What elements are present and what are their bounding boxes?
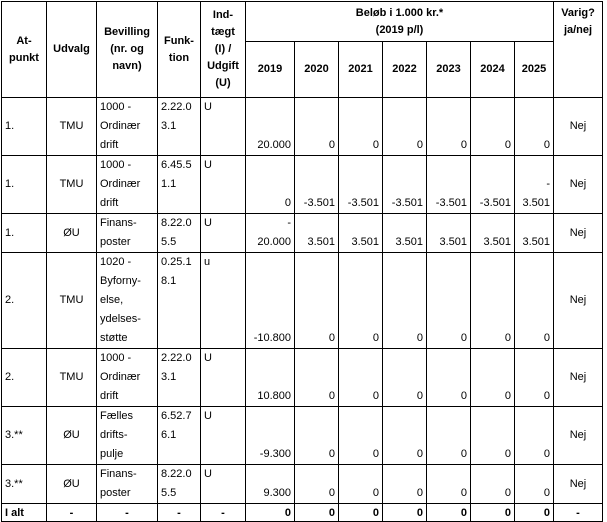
total-bevilling: - bbox=[97, 504, 158, 522]
header-udvalg: Udvalg bbox=[47, 2, 97, 98]
cell-value-2021: 0 bbox=[339, 407, 383, 465]
header-atpunkt: At- punkt bbox=[2, 2, 47, 98]
total-value-2022: 0 bbox=[383, 504, 427, 522]
cell-funktion: 8.22.0 5.5 bbox=[158, 214, 201, 253]
cell-value-2025: - 3.501 bbox=[515, 156, 554, 214]
cell-udvalg: TMU bbox=[47, 98, 97, 156]
cell-atpunkt: 1. bbox=[2, 156, 47, 214]
cell-funktion: 8.22.0 5.5 bbox=[158, 465, 201, 504]
cell-value-2019: -9.300 bbox=[246, 407, 295, 465]
total-label: I alt bbox=[2, 504, 47, 522]
cell-indtaegt: U bbox=[201, 407, 246, 465]
cell-value-2020: 0 bbox=[295, 253, 339, 349]
cell-value-2023: 0 bbox=[427, 465, 471, 504]
cell-value-2024: 3.501 bbox=[471, 214, 515, 253]
cell-value-2022: 0 bbox=[383, 98, 427, 156]
cell-value-2024: 0 bbox=[471, 465, 515, 504]
cell-funktion: 0.25.1 8.1 bbox=[158, 253, 201, 349]
table-row bbox=[2, 465, 603, 504]
cell-atpunkt: 2. bbox=[2, 349, 47, 407]
cell-value-2023: 0 bbox=[427, 349, 471, 407]
cell-value-2020: 0 bbox=[295, 465, 339, 504]
cell-bevilling: 1000 - Ordinær drift bbox=[97, 156, 158, 214]
header-year-2025: 2025 bbox=[515, 42, 554, 98]
cell-bevilling: 1000 - Ordinær drift bbox=[97, 98, 158, 156]
header-year-2020: 2020 bbox=[295, 42, 339, 98]
table-row bbox=[2, 156, 603, 214]
cell-value-2025: 0 bbox=[515, 349, 554, 407]
total-value-2021: 0 bbox=[339, 504, 383, 522]
table-row bbox=[2, 253, 603, 349]
total-funktion: - bbox=[158, 504, 201, 522]
cell-bevilling: Finans- poster bbox=[97, 465, 158, 504]
budget-table bbox=[1, 1, 603, 522]
table-body bbox=[2, 98, 603, 522]
total-varig: - bbox=[554, 504, 603, 522]
cell-value-2019: -10.800 bbox=[246, 253, 295, 349]
cell-indtaegt: U bbox=[201, 349, 246, 407]
cell-value-2024: 0 bbox=[471, 407, 515, 465]
cell-funktion: 6.45.5 1.1 bbox=[158, 156, 201, 214]
cell-indtaegt: U bbox=[201, 214, 246, 253]
table-row bbox=[2, 98, 603, 156]
cell-value-2020: -3.501 bbox=[295, 156, 339, 214]
cell-udvalg: TMU bbox=[47, 156, 97, 214]
cell-value-2021: 0 bbox=[339, 349, 383, 407]
cell-value-2020: 0 bbox=[295, 407, 339, 465]
cell-funktion: 2.22.0 3.1 bbox=[158, 349, 201, 407]
cell-value-2023: 0 bbox=[427, 253, 471, 349]
cell-value-2019: - 20.000 bbox=[246, 214, 295, 253]
cell-varig: Nej bbox=[554, 253, 603, 349]
cell-value-2025: 0 bbox=[515, 253, 554, 349]
header-beloeb: Beløb i 1.000 kr.* (2019 p/l) bbox=[246, 2, 554, 42]
cell-varig: Nej bbox=[554, 407, 603, 465]
cell-indtaegt: u bbox=[201, 253, 246, 349]
cell-bevilling: 1020 - Byforny- else, ydelses- støtte bbox=[97, 253, 158, 349]
cell-value-2021: 0 bbox=[339, 98, 383, 156]
table-row bbox=[2, 407, 603, 465]
cell-varig: Nej bbox=[554, 214, 603, 253]
cell-value-2024: -3.501 bbox=[471, 156, 515, 214]
cell-udvalg: TMU bbox=[47, 253, 97, 349]
total-value-2023: 0 bbox=[427, 504, 471, 522]
cell-value-2022: 3.501 bbox=[383, 214, 427, 253]
cell-udvalg: ØU bbox=[47, 465, 97, 504]
cell-value-2020: 3.501 bbox=[295, 214, 339, 253]
cell-atpunkt: 2. bbox=[2, 253, 47, 349]
cell-varig: Nej bbox=[554, 156, 603, 214]
cell-value-2020: 0 bbox=[295, 349, 339, 407]
total-indtaegt: - bbox=[201, 504, 246, 522]
table-row bbox=[2, 214, 603, 253]
cell-atpunkt: 3.** bbox=[2, 465, 47, 504]
cell-varig: Nej bbox=[554, 465, 603, 504]
cell-value-2022: 0 bbox=[383, 465, 427, 504]
cell-funktion: 6.52.7 6.1 bbox=[158, 407, 201, 465]
cell-value-2019: 0 bbox=[246, 156, 295, 214]
cell-varig: Nej bbox=[554, 98, 603, 156]
cell-value-2023: 0 bbox=[427, 407, 471, 465]
total-value-2020: 0 bbox=[295, 504, 339, 522]
cell-value-2023: 0 bbox=[427, 98, 471, 156]
cell-udvalg: ØU bbox=[47, 407, 97, 465]
cell-indtaegt: U bbox=[201, 465, 246, 504]
cell-value-2021: 0 bbox=[339, 253, 383, 349]
cell-value-2019: 10.800 bbox=[246, 349, 295, 407]
header-year-2022: 2022 bbox=[383, 42, 427, 98]
cell-value-2025: 0 bbox=[515, 407, 554, 465]
header-varig: Varig? ja/nej bbox=[554, 2, 603, 98]
total-row bbox=[2, 504, 603, 522]
total-value-2025: 0 bbox=[515, 504, 554, 522]
cell-udvalg: TMU bbox=[47, 349, 97, 407]
cell-atpunkt: 1. bbox=[2, 98, 47, 156]
header-row-1 bbox=[2, 2, 603, 42]
header-bevilling: Bevilling (nr. og navn) bbox=[97, 2, 158, 98]
total-value-2019: 0 bbox=[246, 504, 295, 522]
cell-funktion: 2.22.0 3.1 bbox=[158, 98, 201, 156]
cell-value-2024: 0 bbox=[471, 253, 515, 349]
cell-value-2020: 0 bbox=[295, 98, 339, 156]
cell-atpunkt: 3.** bbox=[2, 407, 47, 465]
cell-value-2022: 0 bbox=[383, 407, 427, 465]
cell-atpunkt: 1. bbox=[2, 214, 47, 253]
total-value-2024: 0 bbox=[471, 504, 515, 522]
cell-value-2021: 0 bbox=[339, 465, 383, 504]
header-year-2024: 2024 bbox=[471, 42, 515, 98]
cell-bevilling: Fælles drifts- pulje bbox=[97, 407, 158, 465]
cell-value-2019: 20.000 bbox=[246, 98, 295, 156]
header-funktion: Funk- tion bbox=[158, 2, 201, 98]
cell-value-2025: 0 bbox=[515, 98, 554, 156]
cell-value-2022: -3.501 bbox=[383, 156, 427, 214]
cell-bevilling: 1000 - Ordinær drift bbox=[97, 349, 158, 407]
cell-udvalg: ØU bbox=[47, 214, 97, 253]
header-year-2023: 2023 bbox=[427, 42, 471, 98]
cell-value-2025: 3.501 bbox=[515, 214, 554, 253]
cell-value-2019: 9.300 bbox=[246, 465, 295, 504]
cell-value-2023: -3.501 bbox=[427, 156, 471, 214]
cell-value-2025: 0 bbox=[515, 465, 554, 504]
cell-value-2022: 0 bbox=[383, 253, 427, 349]
cell-value-2023: 3.501 bbox=[427, 214, 471, 253]
cell-bevilling: Finans- poster bbox=[97, 214, 158, 253]
cell-indtaegt: U bbox=[201, 98, 246, 156]
cell-value-2021: -3.501 bbox=[339, 156, 383, 214]
total-udvalg: - bbox=[47, 504, 97, 522]
header-year-2019: 2019 bbox=[246, 42, 295, 98]
cell-indtaegt: U bbox=[201, 156, 246, 214]
table-row bbox=[2, 349, 603, 407]
cell-value-2024: 0 bbox=[471, 98, 515, 156]
cell-value-2022: 0 bbox=[383, 349, 427, 407]
header-indtaegt: Ind- tægt (I) / Udgift (U) bbox=[201, 2, 246, 98]
cell-varig: Nej bbox=[554, 349, 603, 407]
cell-value-2024: 0 bbox=[471, 349, 515, 407]
header-year-2021: 2021 bbox=[339, 42, 383, 98]
cell-value-2021: 3.501 bbox=[339, 214, 383, 253]
